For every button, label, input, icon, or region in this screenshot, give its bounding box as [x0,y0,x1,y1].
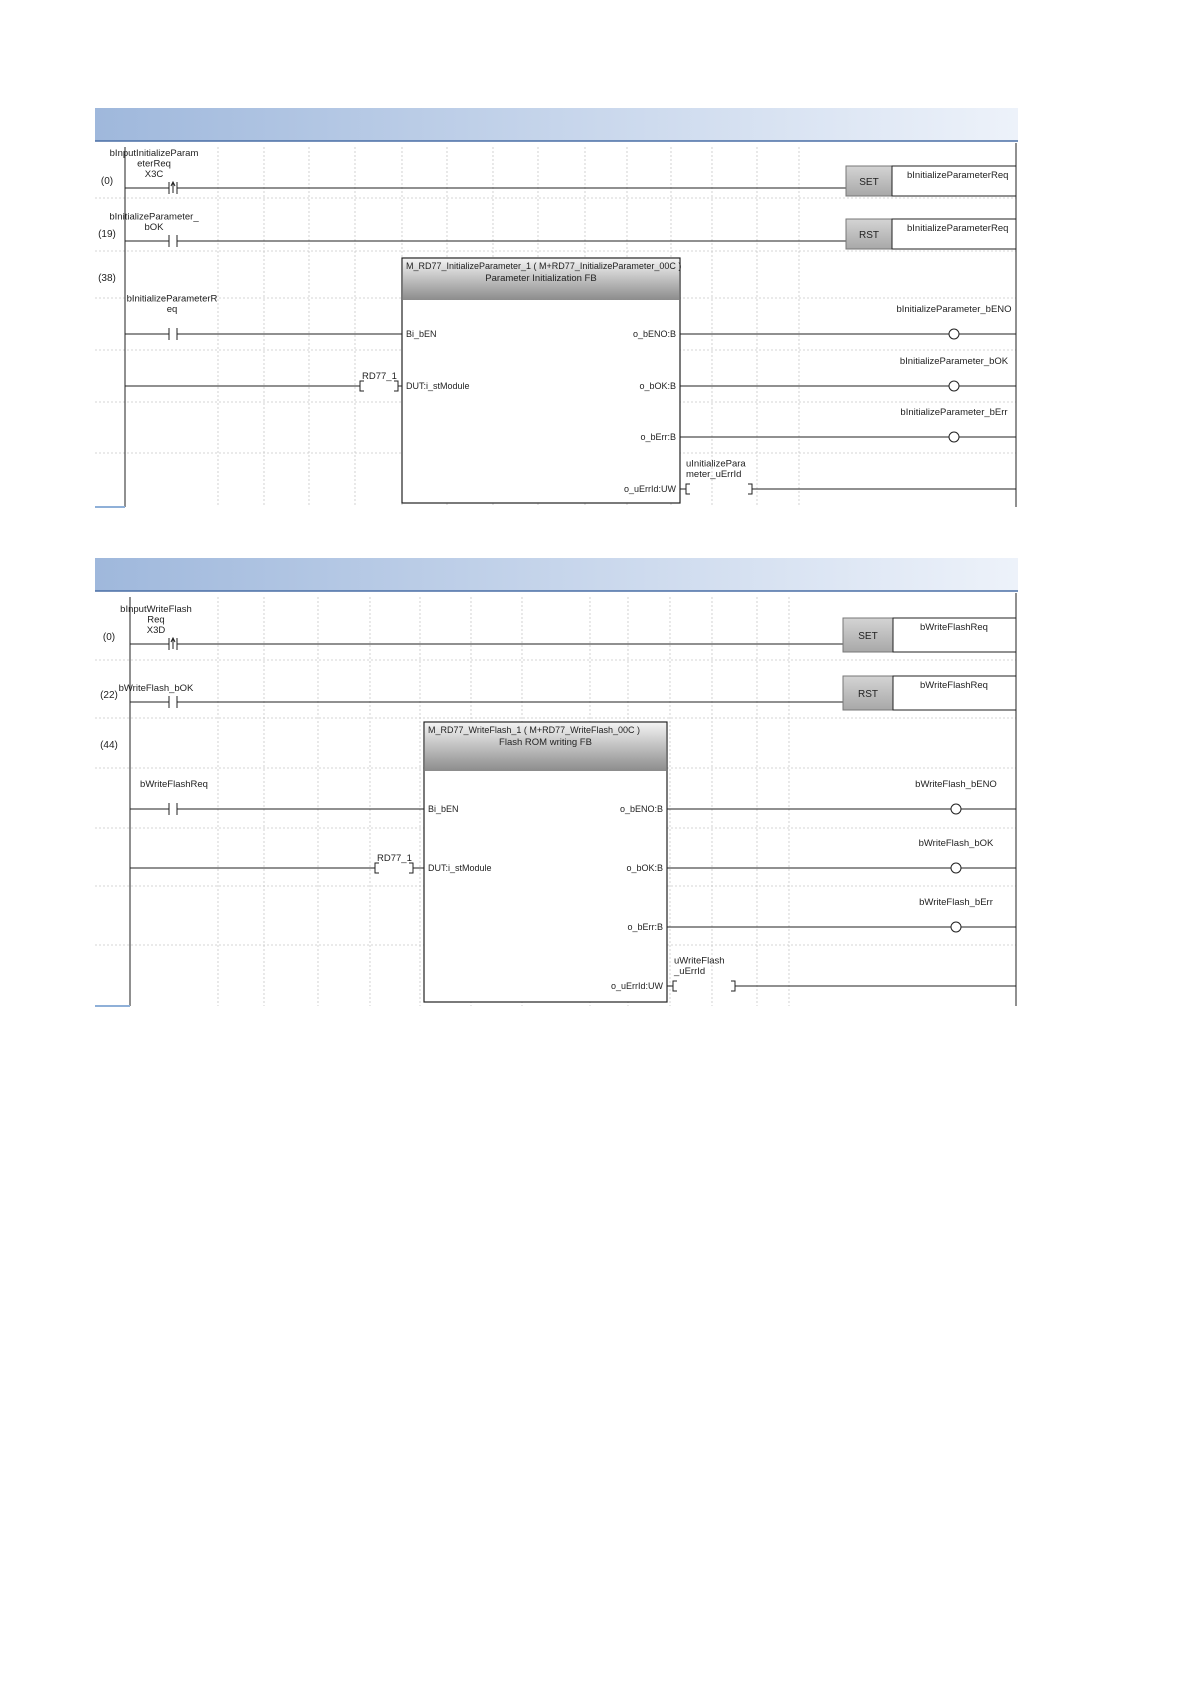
set-target: bWriteFlashReq [920,622,988,633]
instruction-rst: RST [859,230,879,241]
output-coil-label: bInitializeParameter_bErr [900,407,1008,418]
instruction-set: SET [859,177,879,188]
output-coil [949,329,959,339]
fb-input-label: DUT:i_stModule [406,381,470,391]
contact-label: bWriteFlash_bOK [118,683,194,694]
output-coil-label: bWriteFlash_bOK [918,838,994,849]
output-coil [949,432,959,442]
step-number: (44) [100,740,118,751]
set-target: bInitializeParameterReq [907,223,1009,234]
contact-no [0,0,177,708]
error-id-bracket [686,484,752,494]
error-id-device: uInitializePara meter_uErrId [686,458,746,480]
set-target: bInitializeParameterReq [907,170,1009,181]
instruction-rst: RST [858,689,878,700]
function-block-subtitle: Flash ROM writing FB [499,737,592,748]
section-header-bar [95,108,1018,141]
output-coil-label: bWriteFlash_bErr [919,897,993,908]
contact-rising-edge [0,0,177,650]
constant-bracket [375,863,413,873]
output-coil [949,381,959,391]
contact-label: bInputInitializeParam eterReq X3C [109,148,199,180]
step-number: (19) [98,229,116,240]
fb-output-label: o_bOK:B [626,863,663,873]
fb-output-label: o_uErrId:UW [623,484,676,494]
fb-input-label: DUT:i_stModule [428,863,492,873]
output-coil [951,804,961,814]
error-id-bracket [673,981,735,991]
instruction-set: SET [858,631,878,642]
set-target: bWriteFlashReq [920,680,988,691]
fb-output-label: o_bENO:B [632,329,676,339]
fb-input-label: Bi_bEN [406,329,437,339]
constant-bracket [360,381,398,391]
output-coil-label: bWriteFlash_bENO [915,779,997,790]
fb-output-label: o_uErrId:UW [610,981,663,991]
error-id-device: uWriteFlash _uErrId [674,955,725,977]
fb-output-label: o_bOK:B [639,381,676,391]
output-coil [951,922,961,932]
step-number: (0) [100,176,114,187]
fb-output-label: o_bErr:B [640,432,676,442]
contact-label: bInitializeParameter_ bOK [109,211,199,233]
output-coil-label: bInitializeParameter_bOK [899,356,1009,367]
function-block-subtitle: Parameter Initialization FB [485,273,597,284]
step-number: (22) [100,690,118,701]
section-header-bar [95,558,1018,591]
function-block-title: M_RD77_WriteFlash_1 ( M+RD77_WriteFlash_00C ) [428,725,640,735]
fb-output-label: o_bErr:B [627,922,663,932]
contact-label: bWriteFlashReq [140,779,208,790]
step-number: (0) [102,632,116,643]
output-coil [951,863,961,873]
step-number: (38) [98,273,116,284]
fb-output-label: o_bENO:B [619,804,663,814]
constant-label: RD77_1 [362,371,397,382]
output-coil-label: bInitializeParameter_bENO [896,304,1012,315]
function-block-title: M_RD77_InitializeParameter_1 ( M+RD77_InitializeParameter_00C ) [406,261,682,271]
contact-label: bInitializeParameterR eq [126,293,218,315]
contact-label: bInputWriteFlash Req X3D [120,604,192,636]
constant-label: RD77_1 [377,853,412,864]
fb-input-label: Bi_bEN [428,804,459,814]
